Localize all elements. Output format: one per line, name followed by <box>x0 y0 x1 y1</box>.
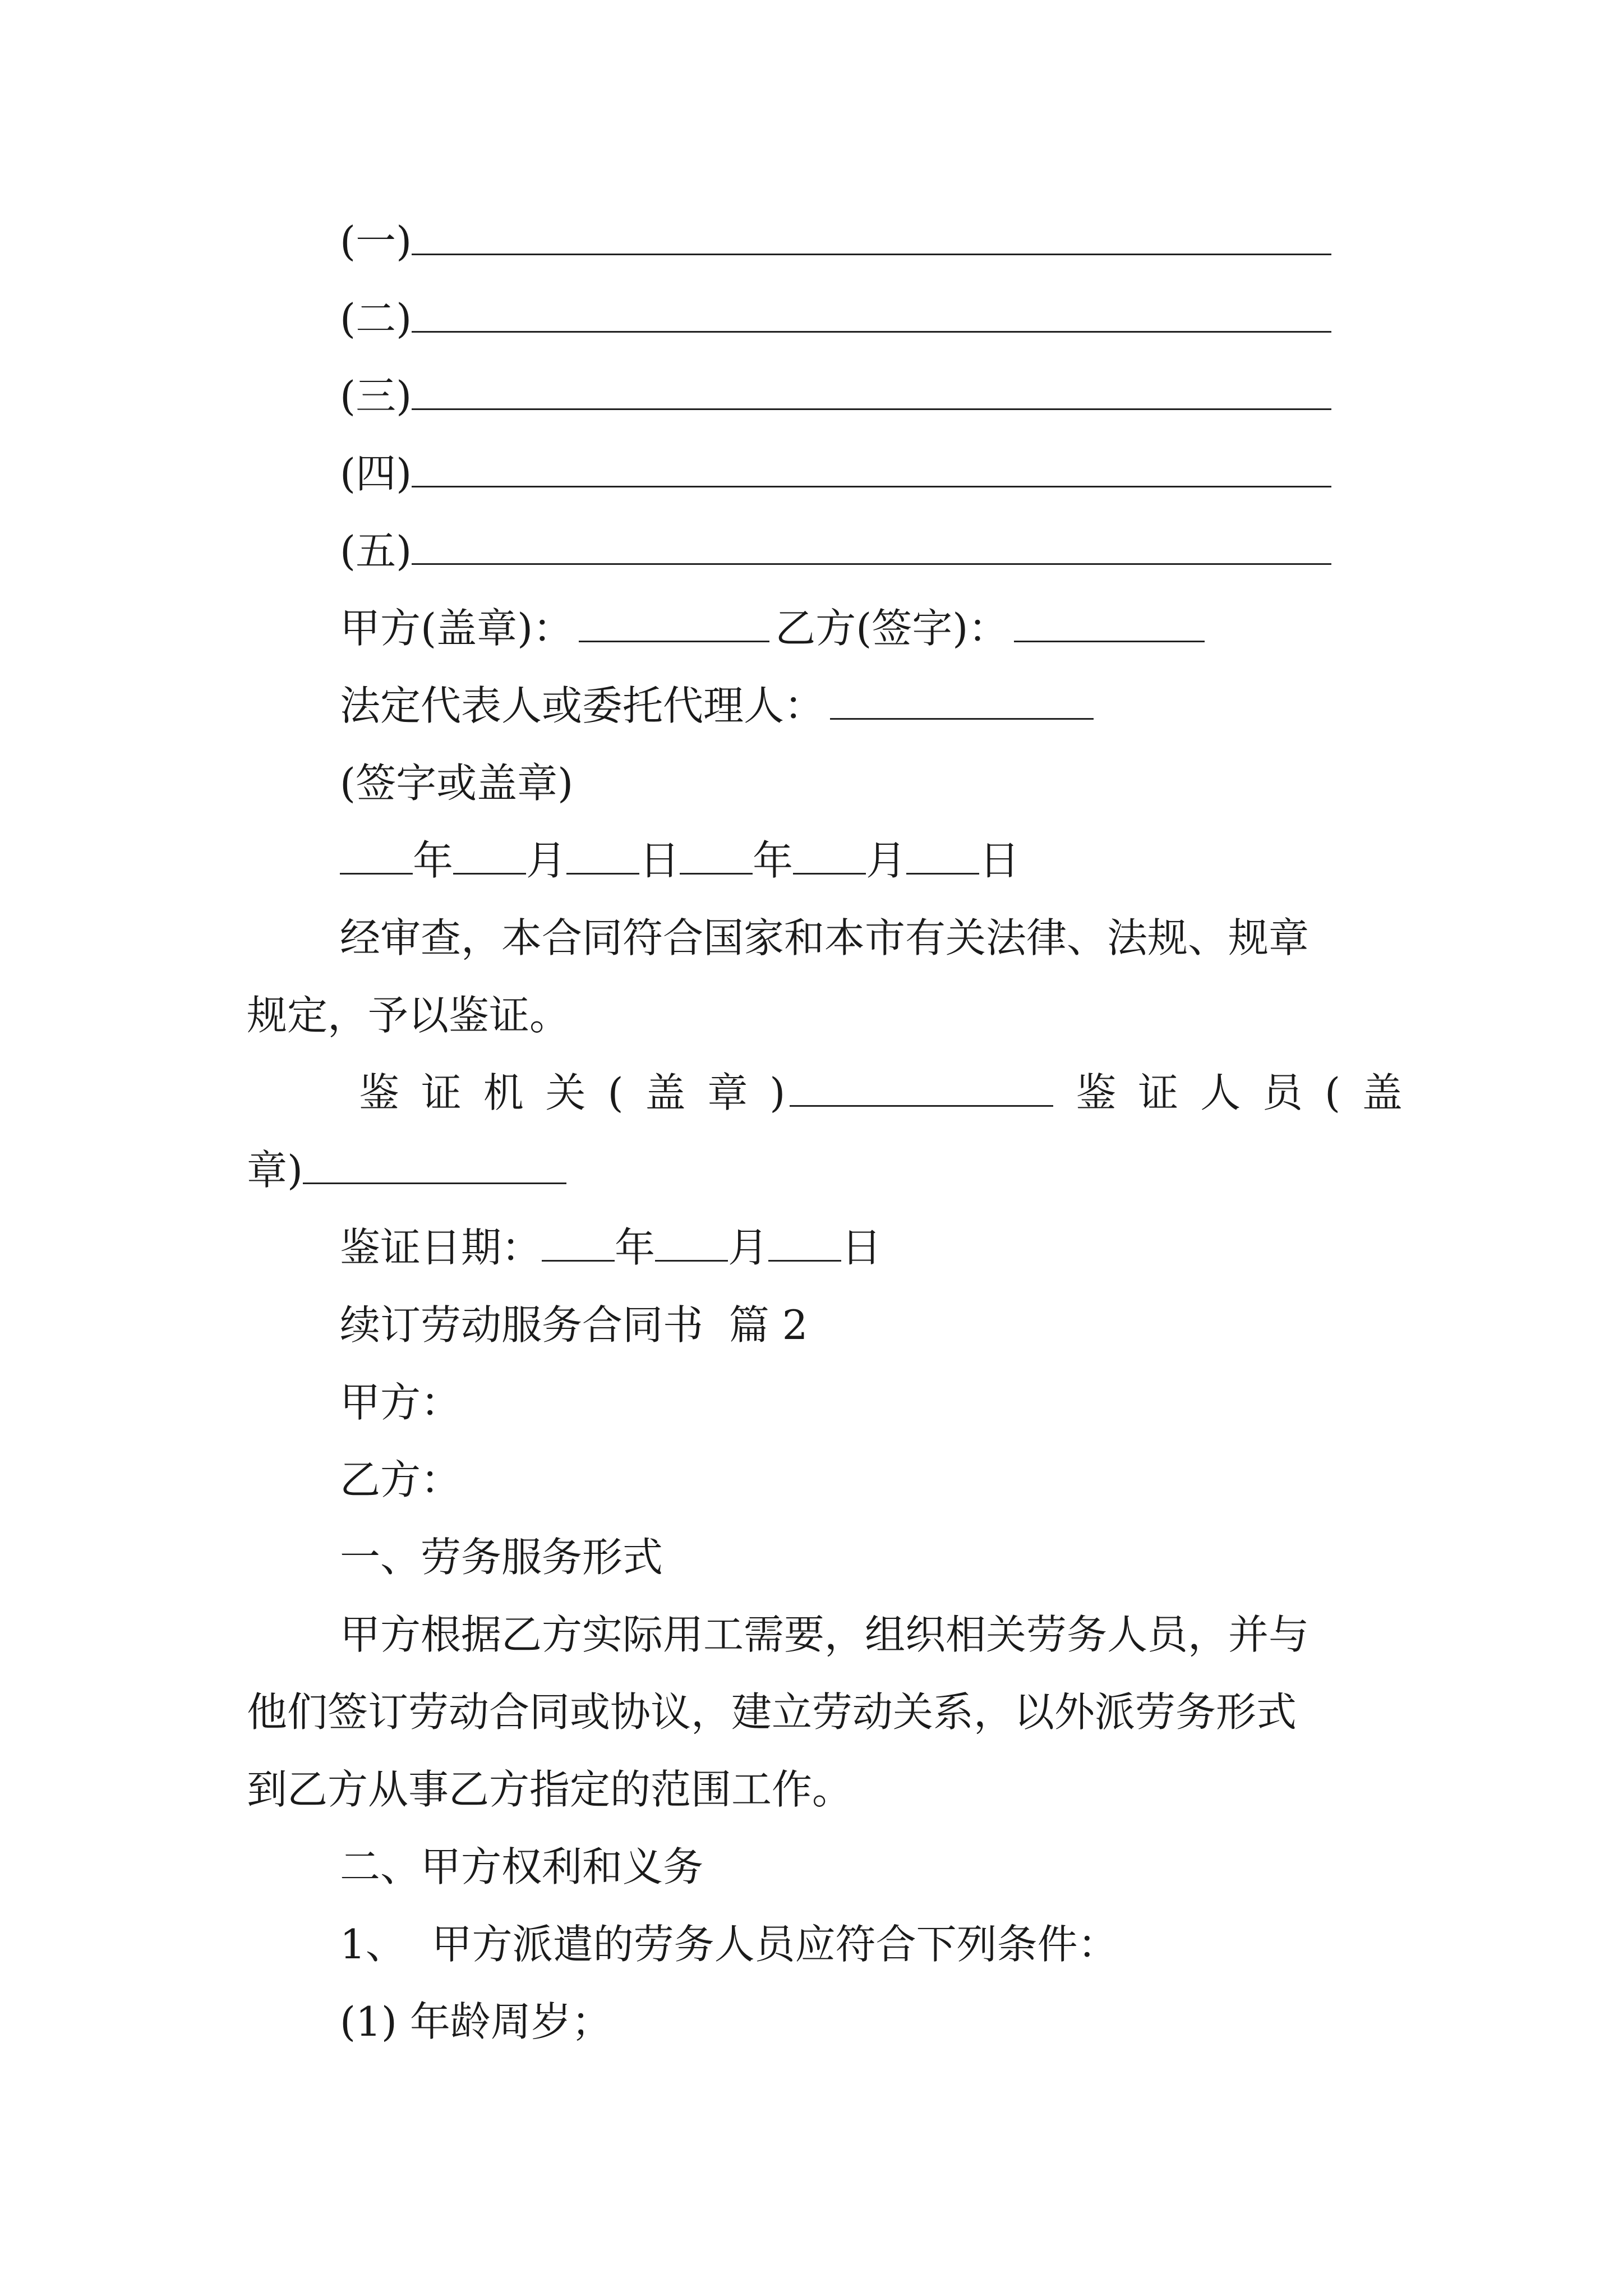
item-label: (三) <box>340 372 412 420</box>
day-blank[interactable] <box>768 1222 841 1262</box>
day-blank[interactable] <box>906 835 979 875</box>
item-line-2 <box>340 279 1394 358</box>
paragraph-line-3 <box>247 1750 1391 1829</box>
year-label: 年 <box>753 837 794 884</box>
verify-authority-blank[interactable] <box>790 1067 1053 1107</box>
month-blank[interactable] <box>793 835 866 875</box>
item-label: (五) <box>340 527 412 574</box>
party-b-blank[interactable] <box>1014 602 1205 642</box>
item-label: (一) <box>340 218 412 265</box>
party-b-line <box>340 1441 1394 1519</box>
representative-blank[interactable] <box>830 680 1094 720</box>
paragraph-text: 到乙方从事乙方指定的范围工作。 <box>247 1766 853 1813</box>
list-item-1-1 <box>340 1982 1394 2061</box>
sign-note-text: (签字或盖章) <box>340 760 574 807</box>
blank-line[interactable] <box>412 370 1331 410</box>
day-label: 日 <box>841 1224 882 1271</box>
verify-text: 规定，予以鉴证。 <box>247 992 570 1039</box>
day-label: 日 <box>639 837 680 884</box>
verify-staff-label-cont: 章) <box>247 1147 303 1194</box>
party-a-line <box>340 1363 1394 1442</box>
item-label: (四) <box>340 450 412 497</box>
verify-authority-line <box>359 1053 1407 1132</box>
item-line-3 <box>340 357 1394 435</box>
blank-line[interactable] <box>412 448 1331 487</box>
list-item-text: 1、 甲方派遣的劳务人员应符合下列条件： <box>340 1921 1118 1968</box>
month-blank[interactable] <box>655 1222 728 1262</box>
day-label: 日 <box>979 837 1020 884</box>
verify-staff-line <box>247 1131 1391 1209</box>
year-blank[interactable] <box>542 1222 615 1262</box>
paragraph-text: 他们签订劳动合同或协议，建立劳动关系，以外派劳务形式 <box>247 1688 1297 1736</box>
item-line-1 <box>340 202 1394 280</box>
representative-label: 法定代表人或委托代理人： <box>340 682 825 729</box>
month-label: 月 <box>526 837 567 884</box>
verify-authority-label: 鉴 证 机 关 ( 盖 章 ) <box>359 1069 790 1116</box>
heading-text: 二、甲方权利和义务 <box>340 1843 704 1890</box>
party-a-seal-label: 甲方(盖章)： <box>340 605 574 652</box>
party-b-label: 乙方： <box>340 1456 462 1503</box>
representative-line <box>340 666 1394 745</box>
party-a-blank[interactable] <box>579 602 769 642</box>
verify-staff-blank[interactable] <box>303 1144 566 1184</box>
year-blank[interactable] <box>680 835 753 875</box>
verify-staff-label: 鉴 证 人 员 ( 盖 <box>1076 1069 1407 1116</box>
heading-service-form <box>340 1518 1394 1596</box>
date-line <box>340 821 1394 900</box>
month-label: 月 <box>866 837 907 884</box>
blank-line[interactable] <box>412 293 1331 333</box>
verify-date-line <box>340 1208 1394 1287</box>
year-label: 年 <box>615 1224 656 1271</box>
item-line-4 <box>340 434 1394 513</box>
party-a-label: 甲方： <box>340 1379 462 1426</box>
heading-party-a-rights <box>340 1828 1394 1906</box>
blank-line[interactable] <box>412 525 1331 565</box>
signature-line <box>340 589 1394 668</box>
verify-date-label: 鉴证日期： <box>340 1224 542 1271</box>
section-title <box>340 1286 1394 1364</box>
list-item-1 <box>340 1905 1394 1984</box>
item-line-5 <box>340 512 1394 590</box>
verify-text: 经审查，本合同符合国家和本市有关法律、法规、规章 <box>340 914 1310 961</box>
heading-text: 一、劳务服务形式 <box>340 1534 663 1581</box>
party-b-sign-label: 乙方(签字)： <box>775 605 1009 652</box>
list-item-text: (1) 年龄周岁； <box>340 1998 612 2045</box>
month-blank[interactable] <box>453 835 526 875</box>
verify-paragraph-line-1 <box>340 899 1394 977</box>
month-label: 月 <box>728 1224 769 1271</box>
item-label: (二) <box>340 295 412 342</box>
day-blank[interactable] <box>566 835 639 875</box>
paragraph-line-1 <box>340 1595 1394 1674</box>
paragraph-line-2 <box>247 1673 1391 1751</box>
year-label: 年 <box>413 837 454 884</box>
verify-paragraph-line-2 <box>247 976 1391 1055</box>
paragraph-text: 甲方根据乙方实际用工需要，组织相关劳务人员，并与 <box>340 1611 1310 1658</box>
sign-note <box>340 744 1394 822</box>
section-title-text: 续订劳动服务合同书 篇 2 <box>340 1301 808 1349</box>
year-blank[interactable] <box>340 835 413 875</box>
blank-line[interactable] <box>412 215 1331 255</box>
